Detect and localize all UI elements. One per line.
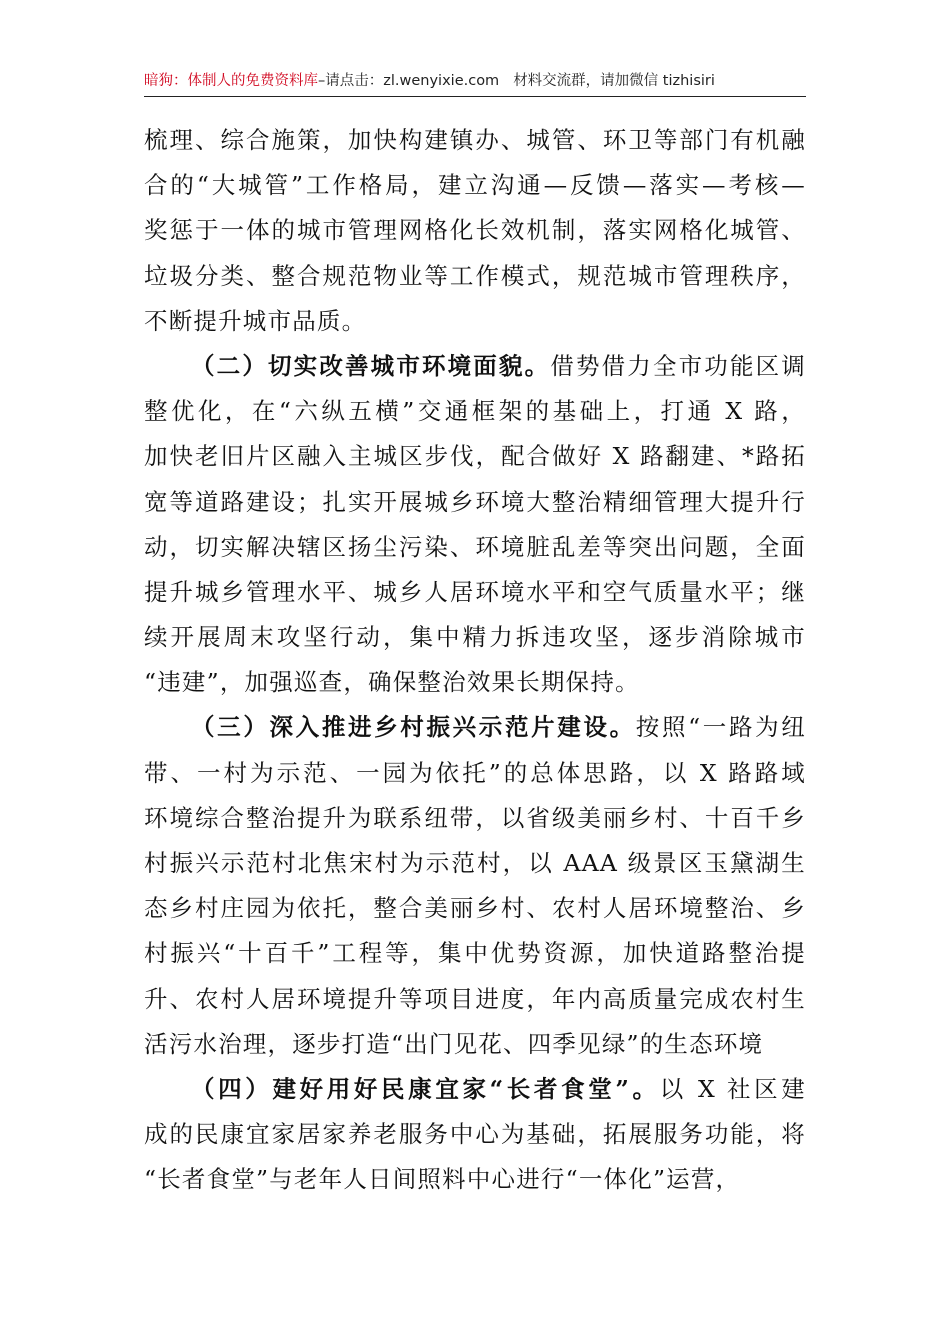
text-line [144,344,806,389]
text-line [144,705,806,750]
text-line [144,1112,806,1157]
section-heading: （四）建好用好民康宜家“长者食堂”。 [191,1074,660,1103]
line-text: 垃圾分类、整合规范物业等工作模式，规范城市管理秩序， [144,261,806,290]
line-text: 借势借力全市功能区调 [550,351,806,380]
text-line [144,751,806,796]
line-text: 按照“一路为纽 [635,713,806,742]
line-text: 成的民康宜家居家养老服务中心为基础，拓展服务功能，将 [144,1120,806,1149]
header-site-name: 暗狗：体制人的免费资料库 [144,73,318,89]
line-text: 村振兴示范村北焦宋村为示范村，以 AAA 级景区玉黛湖生 [144,849,806,877]
line-text: 加快老旧片区融入主城区步伐，配合做好 X 路翻建、*路拓 [144,442,806,471]
paragraph-p3 [144,705,806,1067]
line-text: 宽等道路建设；扎实开展城乡环境大整治精细管理大提升行 [144,487,806,516]
section-heading: （三）深入推进乡村振兴示范片建设。 [191,713,636,742]
text-line [144,525,806,570]
section-heading: （二）切实改善城市环境面貌。 [191,351,551,380]
paragraph-p4 [144,1067,806,1203]
paragraph-p2 [144,344,806,706]
line-text: 态乡村庄园为依托，整合美丽乡村、农村人居环境整治、乡 [144,894,806,923]
text-line [144,254,806,299]
line-text: 环境综合整治提升为联系纽带，以省级美丽乡村、十百千乡 [144,803,806,832]
text-line [144,660,806,705]
line-text: “长者食堂”与老年人日间照料中心进行“一体化”运营， [144,1165,741,1194]
line-text: 奖惩于一体的城市管理网格化长效机制，落实网格化城管、 [144,216,806,245]
text-line [144,1022,806,1067]
text-line [144,208,806,253]
line-text: 活污水治理，逐步打造“出门见花、四季见绿”的生态环境 [144,1029,764,1058]
line-text: 升、农村人居环境提升等项目进度，年内高质量完成农村生 [144,984,806,1013]
text-line [144,886,806,931]
line-text: 整优化，在“六纵五横”交通框架的基础上，打通 X 路， [144,397,806,426]
text-line [144,434,806,479]
text-line [144,841,806,886]
text-line [144,977,806,1022]
line-text: 提升城乡管理水平、城乡人居环境水平和空气质量水平；继 [144,577,806,606]
page-header [144,70,806,97]
text-line [144,931,806,976]
text-line [144,118,806,163]
text-line [144,1067,806,1112]
text-line [144,1157,806,1202]
paragraph-p1 [144,118,806,344]
line-text: 续开展周末攻坚行动，集中精力拆违攻坚，逐步消除城市 [144,623,806,652]
text-line [144,480,806,525]
text-line [144,389,806,434]
line-text: 带、一村为示范、一园为依托”的总体思路，以 X 路路域 [144,758,806,787]
header-link-text[interactable]: –请点击：zl.wenyixie.com [318,73,500,89]
line-text: 动，切实解决辖区扬尘污染、环境脏乱差等突出问题，全面 [144,532,806,561]
text-line [144,796,806,841]
text-line [144,163,806,208]
document-body [144,118,806,1203]
text-line [144,570,806,615]
line-text: 梳理、综合施策，加快构建镇办、城管、环卫等部门有机融 [144,126,806,154]
line-text: 不断提升城市品质。 [144,306,367,335]
text-line [144,299,806,344]
line-text: 村振兴“十百千”工程等，集中优势资源，加快道路整治提 [144,939,806,968]
line-text: “违建”，加强巡查，确保整治效果长期保持。 [144,668,640,697]
line-text: 合的“大城管”工作格局，建立沟通—反馈—落实—考核— [144,171,806,200]
header-wechat-text: 材料交流群，请加微信 tizhisiri [513,73,715,89]
line-text: 以 X 社区建 [659,1074,806,1103]
text-line [144,615,806,660]
